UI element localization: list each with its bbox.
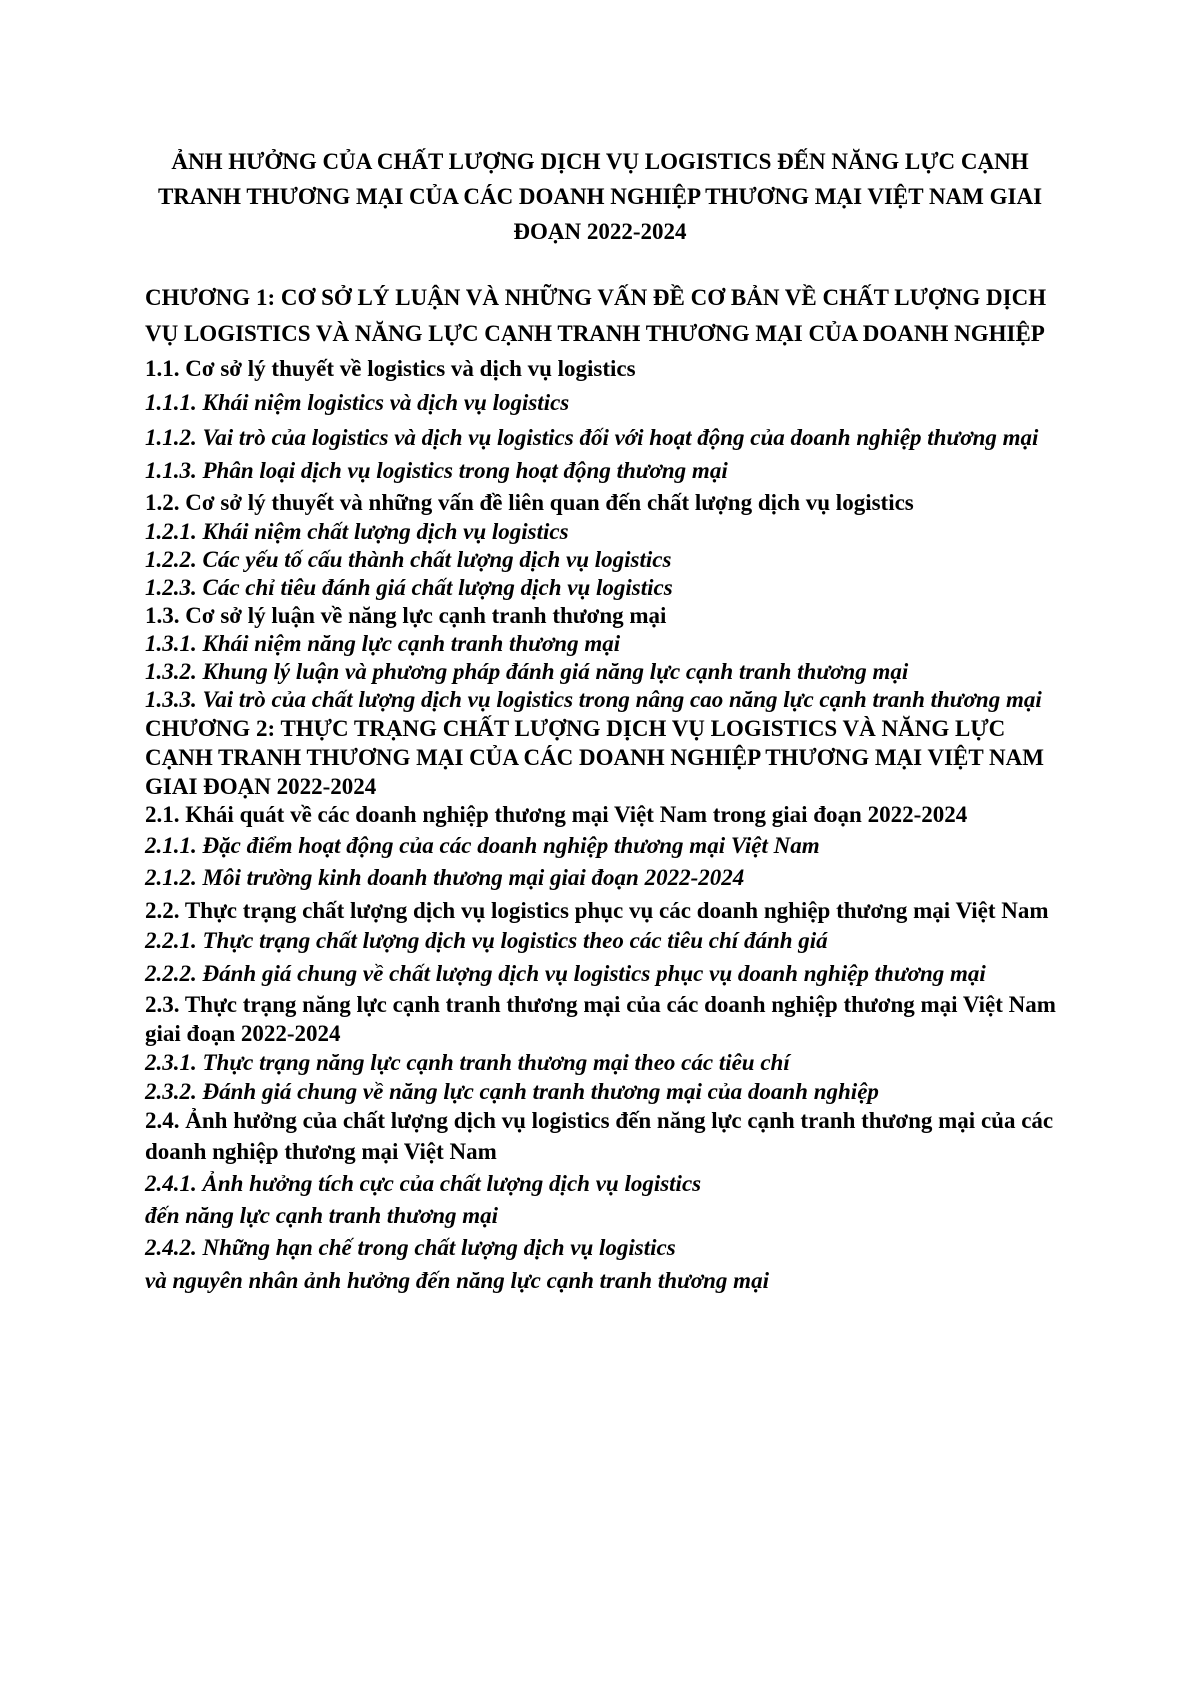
section-2-2: 2.2. Thực trạng chất lượng dịch vụ logistics phục vụ các doanh nghiệp thương mại Việt Nam [145,898,1049,923]
subsection-2-2-1: 2.2.1. Thực trạng chất lượng dịch vụ logistics theo các tiêu chí đánh giá [145,928,828,953]
subsection-2-4-2-line-2: và nguyên nhân ảnh hưởng đến năng lực cạnh tranh thương mại [145,1268,769,1293]
subsection-1-1-2: 1.1.2. Vai trò của logistics và dịch vụ logistics đối với hoạt động của doanh nghiệp thương mại [145,425,1039,450]
subsection-1-3-1: 1.3.1. Khái niệm năng lực cạnh tranh thương mại [145,631,621,656]
section-1-3: 1.3. Cơ sở lý luận về năng lực cạnh tranh thương mại [145,603,667,628]
document-title: ẢNH HƯỞNG CỦA CHẤT LƯỢNG DỊCH VỤ LOGISTICS ĐẾN NĂNG LỰC CẠNH TRANH THƯƠNG MẠI CỦA CÁC DOANH NGHIỆP THƯƠNG MẠI VIỆT NAM GIAI ĐOẠN 2022-2024 [157,149,1043,244]
subsection-2-1-1: 2.1.1. Đặc điểm hoạt động của các doanh nghiệp thương mại Việt Nam [145,833,820,858]
subsection-2-4-1-line-2: đến năng lực cạnh tranh thương mại [145,1203,499,1228]
section-2-3: 2.3. Thực trạng năng lực cạnh tranh thương mại của các doanh nghiệp thương mại Việt Nam giai đoạn 2022-2024 [145,992,1056,1046]
subsection-1-1-3: 1.1.3. Phân loại dịch vụ logistics trong hoạt động thương mại [145,458,728,483]
chapter-1-heading: CHƯƠNG 1: CƠ SỞ LÝ LUẬN VÀ NHỮNG VẤN ĐỀ CƠ BẢN VỀ CHẤT LƯỢNG DỊCH VỤ LOGISTICS VÀ NĂNG LỰC CẠNH TRANH THƯƠNG MẠI CỦA DOANH NGHIỆP [145,285,1047,346]
section-1-2: 1.2. Cơ sở lý thuyết và những vấn đề liên quan đến chất lượng dịch vụ logistics [145,490,914,515]
section-2-1: 2.1. Khái quát về các doanh nghiệp thương mại Việt Nam trong giai đoạn 2022-2024 [145,802,968,827]
section-2-4: 2.4. Ảnh hưởng của chất lượng dịch vụ logistics đến năng lực cạnh tranh thương mại của các doanh nghiệp thương mại Việt Nam [145,1108,1054,1164]
subsection-1-2-2: 1.2.2. Các yếu tố cấu thành chất lượng dịch vụ logistics [145,547,672,572]
subsection-1-1-1: 1.1.1. Khái niệm logistics và dịch vụ logistics [145,390,570,415]
subsection-1-2-3: 1.2.3. Các chỉ tiêu đánh giá chất lượng dịch vụ logistics [145,575,673,600]
subsection-2-3-2: 2.3.2. Đánh giá chung về năng lực cạnh tranh thương mại của doanh nghiệp [145,1079,879,1104]
subsection-2-4-1-line-1: 2.4.1. Ảnh hưởng tích cực của chất lượng dịch vụ logistics [145,1171,702,1196]
subsection-1-3-3: 1.3.3. Vai trò của chất lượng dịch vụ logistics trong nâng cao năng lực cạnh tranh thương mại [145,687,1042,712]
subsection-1-2-1: 1.2.1. Khái niệm chất lượng dịch vụ logistics [145,519,569,544]
subsection-2-1-2: 2.1.2. Môi trường kinh doanh thương mại giai đoạn 2022-2024 [145,865,745,890]
subsection-2-2-2: 2.2.2. Đánh giá chung về chất lượng dịch vụ logistics phục vụ doanh nghiệp thương mại [145,961,986,986]
table-of-contents [145,280,1065,1299]
chapter-2-heading: CHƯƠNG 2: THỰC TRẠNG CHẤT LƯỢNG DỊCH VỤ LOGISTICS VÀ NĂNG LỰC CẠNH TRANH THƯƠNG MẠI CỦA CÁC DOANH NGHIỆP THƯƠNG MẠI VIỆT NAM GIAI ĐOẠN 2022-2024 [145,716,1044,799]
subsection-2-3-1: 2.3.1. Thực trạng năng lực cạnh tranh thương mại theo các tiêu chí [145,1050,790,1075]
section-1-1: 1.1. Cơ sở lý thuyết về logistics và dịch vụ logistics [145,356,636,381]
subsection-1-3-2: 1.3.2. Khung lý luận và phương pháp đánh giá năng lực cạnh tranh thương mại [145,659,909,684]
subsection-2-4-2-line-1: 2.4.2. Những hạn chế trong chất lượng dịch vụ logistics [145,1235,676,1260]
